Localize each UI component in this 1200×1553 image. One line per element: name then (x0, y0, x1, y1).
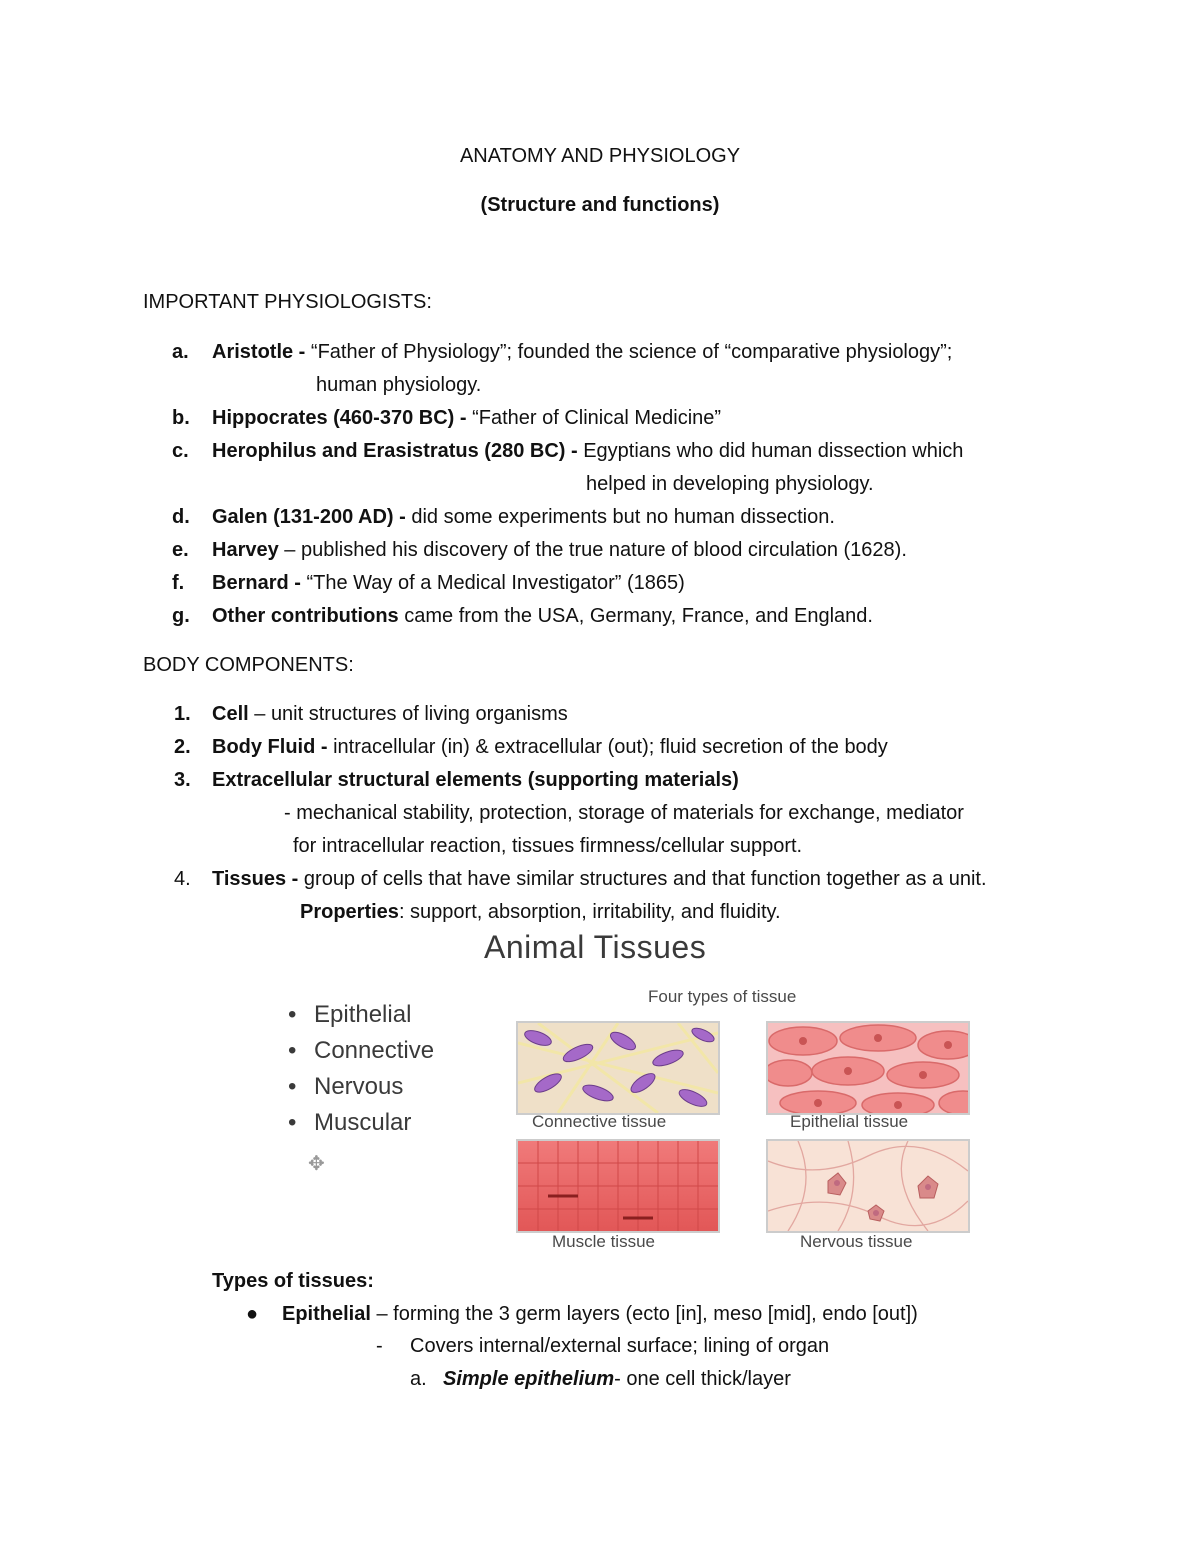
list-item: • Connective (288, 1033, 434, 1069)
list-item-text: Aristotle - “Father of Physiology”; founded the science of “comparative physiology”; (212, 341, 953, 363)
list-item-text: Bernard - “The Way of a Medical Investigator” (1865) (212, 572, 685, 594)
list-marker: c. (172, 440, 189, 462)
list-item-continuation: helped in developing physiology. (586, 473, 874, 495)
tile-caption: Nervous tissue (800, 1232, 913, 1251)
list-item-text: Extracellular structural elements (supporting materials) (212, 769, 739, 791)
list-item-text: Body Fluid - intracellular (in) & extracellular (out); fluid secretion of the body (212, 736, 888, 758)
page-subtitle: (Structure and functions) (480, 194, 720, 216)
list-marker: a. (172, 341, 189, 363)
tile-caption: Connective tissue (532, 1112, 667, 1131)
list-marker: e. (172, 539, 189, 561)
list-marker: 1. (174, 703, 191, 725)
list-marker: g. (172, 605, 190, 627)
list-item-text: Simple epithelium- one cell thick/layer (443, 1368, 791, 1390)
list-item-text: Other contributions came from the USA, Germany, France, and England. (212, 605, 873, 627)
list-item-text: Herophilus and Erasistratus (280 BC) - Egyptians who did human dissection which (212, 440, 964, 462)
bullet-icon: ● (246, 1303, 259, 1325)
list-marker: f. (172, 572, 185, 594)
animal-tissues-figure (280, 925, 940, 1260)
list-marker: a. (410, 1368, 427, 1390)
types-heading: Types of tissues: (212, 1270, 374, 1292)
list-item-text: Hippocrates (460-370 BC) - “Father of Clinical Medicine” (212, 407, 722, 429)
tile-caption: Epithelial tissue (790, 1112, 909, 1131)
list-item: • Epithelial (288, 997, 434, 1033)
connective-tissue-image (516, 1021, 720, 1115)
list-item-continuation: human physiology. (316, 374, 482, 396)
list-marker: d. (172, 506, 190, 528)
figure-tissue-list (288, 997, 434, 1141)
list-item-continuation: for intracellular reaction, tissues firmness/cellular support. (293, 835, 803, 857)
page-title: ANATOMY AND PHYSIOLOGY (459, 145, 741, 167)
nervous-tissue-image (766, 1139, 970, 1233)
list-item-text: Epithelial – forming the 3 germ layers (ecto [in], meso [mid], endo [out]) (282, 1303, 918, 1325)
list-item-text: Cell – unit structures of living organisms (212, 703, 568, 725)
list-item-text: Tissues - group of cells that have similar structures and that function together as a unit. (212, 868, 987, 890)
figure-title: Animal Tissues (484, 929, 707, 965)
list-item: • Muscular (288, 1105, 434, 1141)
list-marker: 2. (174, 736, 191, 758)
list-item-text: Galen (131-200 AD) - did some experiments but no human dissection. (212, 506, 835, 528)
list-item-text: Harvey – published his discovery of the true nature of blood circulation (1628). (212, 539, 907, 561)
physiologists-heading: IMPORTANT PHYSIOLOGISTS: (143, 291, 432, 313)
figure-subtitle: Four types of tissue (648, 987, 797, 1006)
epithelial-tissue-image (766, 1021, 970, 1115)
tile-caption: Muscle tissue (552, 1232, 655, 1251)
list-marker: b. (172, 407, 190, 429)
list-marker: 3. (174, 769, 191, 791)
list-item-continuation: - mechanical stability, protection, storage of materials for exchange, mediator (284, 802, 964, 824)
components-heading: BODY COMPONENTS: (143, 654, 354, 676)
properties-line: Properties: support, absorption, irritability, and fluidity. (300, 901, 781, 923)
list-item-text: Covers internal/external surface; lining of organ (410, 1335, 830, 1357)
list-item: • Nervous (288, 1069, 434, 1105)
muscle-tissue-image (516, 1139, 720, 1233)
list-marker: 4. (174, 868, 191, 890)
dash-marker: - (376, 1335, 383, 1357)
move-cursor-icon: ✥ (308, 1153, 325, 1175)
